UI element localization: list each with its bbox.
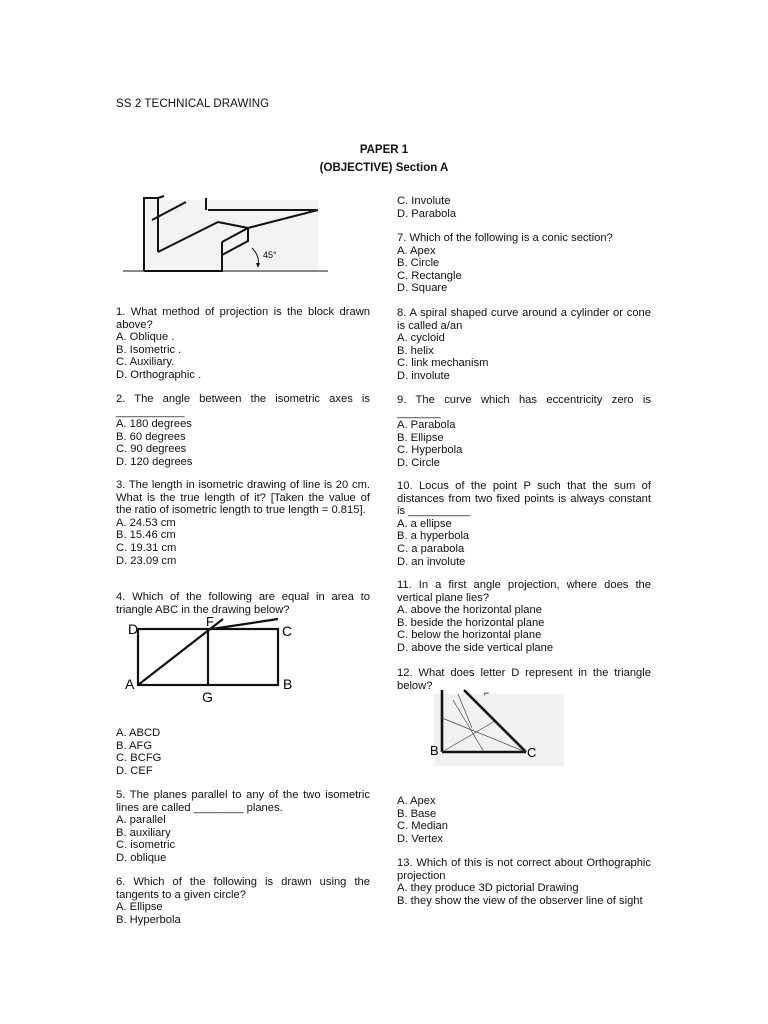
option: B. Isometric .: [116, 343, 182, 356]
option: D. CEF: [116, 764, 153, 777]
option: A. Oblique .: [116, 331, 175, 344]
option: C. 90 degrees: [116, 443, 187, 456]
option: C. Hyperbola: [397, 444, 463, 457]
question-stem: 5. The planes parallel to any of the two isometric lines are called ________ planes.: [116, 789, 370, 814]
option: D. involute: [397, 369, 450, 382]
option: B. they show the view of the observer line of sight: [397, 894, 643, 907]
question-3: [116, 479, 370, 567]
section-title: (OBJECTIVE) Section A: [319, 162, 449, 174]
question-6: [116, 876, 370, 926]
question-stem: 11. In a first angle projection, where does the vertical plane lies?: [397, 579, 651, 604]
option: C. below the horizontal plane: [397, 629, 542, 642]
question-12-stem: [397, 667, 651, 692]
question-11: [397, 579, 651, 655]
question-6-continued: [397, 195, 651, 220]
question-8: [397, 307, 651, 383]
option: A. Apex: [397, 244, 436, 257]
option: C. Involute: [397, 195, 451, 207]
triangle-figure: [398, 690, 568, 770]
option: B. 15.46 cm: [116, 529, 176, 542]
question-4-stem: [116, 591, 370, 616]
question-stem: 10. Locus of the point P such that the sum of distances from two fixed points is always constant is __________: [397, 480, 651, 518]
question-stem: 9. The curve which has eccentricity zero is _______: [397, 394, 651, 419]
figure-shading: [434, 694, 564, 766]
option: A. ABCD: [116, 727, 161, 739]
option: D. Orthographic .: [116, 368, 202, 381]
block-figure: [118, 192, 328, 282]
question-stem: 8. A spiral shaped curve around a cylinder or cone is called a/an: [397, 307, 651, 332]
question-stem: 6. Which of the following is drawn using the tangents to a given circle?: [116, 876, 370, 901]
option: D. above the side vertical plane: [397, 641, 554, 654]
option: A. 180 degrees: [116, 418, 192, 431]
option: A. a ellipse: [397, 517, 452, 530]
option: D. 23.09 cm: [116, 554, 177, 567]
label-a: A: [125, 676, 135, 692]
option: A. Apex: [397, 795, 436, 807]
question-5: [116, 789, 370, 865]
label-b: B: [430, 743, 439, 758]
option: B. 60 degrees: [116, 430, 186, 443]
option: B. a hyperbola: [397, 530, 470, 543]
option: C. Median: [397, 820, 448, 833]
paper-title: PAPER 1: [359, 144, 409, 156]
option: B. auxiliary: [116, 826, 171, 839]
question-1: [116, 306, 370, 382]
question-stem: 13. Which of this is not correct about Orthographic projection: [397, 857, 651, 882]
question-12-options: [397, 795, 651, 845]
question-7: [397, 232, 651, 295]
option: A. 24.53 cm: [116, 516, 176, 529]
question-stem: 2. The angle between the isometric axes is ___________: [116, 393, 370, 418]
option: D. an involute: [397, 555, 466, 568]
option: C. Rectangle: [397, 269, 462, 282]
option: A. above the horizontal plane: [397, 604, 542, 617]
option: B. Base: [397, 807, 437, 820]
option: C. a parabola: [397, 542, 465, 555]
option: D. Circle: [397, 456, 440, 469]
question-10: [397, 480, 651, 568]
label-d: D: [128, 621, 139, 637]
option: C. Auxiliary.: [116, 356, 175, 369]
option: C. 19.31 cm: [116, 541, 177, 554]
label-c: C: [282, 623, 293, 639]
document-header: SS 2 TECHNICAL DRAWING: [116, 98, 270, 110]
question-stem: 3. The length in isometric drawing of line is 20 cm. What is the true length of it? [Taken the value of the ratio of isometric length to true length = 0.815].: [116, 479, 370, 517]
option: B. Circle: [397, 257, 440, 270]
option: D. Vertex: [397, 832, 444, 845]
question-stem: 1. What method of projection is the block drawn above?: [116, 306, 370, 331]
option: B. beside the horizontal plane: [397, 616, 545, 629]
option: A. they produce 3D pictorial Drawing: [397, 882, 579, 895]
question-stem: 12. What does letter D represent in the triangle below?: [397, 667, 651, 692]
label-b: B: [283, 676, 293, 692]
option: D. oblique: [116, 851, 167, 864]
apex-mark: ⌐: [484, 688, 490, 698]
option: A. Ellipse: [116, 901, 163, 914]
rectangle-abcd-figure: [122, 614, 302, 704]
option: B. Ellipse: [397, 431, 444, 444]
option: A. cycloid: [397, 332, 445, 345]
question-stem: 4. Which of the following are equal in area to triangle ABC in the drawing below?: [116, 591, 370, 616]
option: D. 120 degrees: [116, 455, 193, 468]
question-stem: 7. Which of the following is a conic section?: [397, 232, 613, 244]
question-4-options: [116, 727, 370, 777]
label-c: C: [527, 745, 537, 760]
option: C. link mechanism: [397, 357, 489, 370]
option: B. Hyperbola: [116, 913, 181, 926]
question-13: [397, 857, 651, 907]
label-f: F: [206, 614, 214, 629]
angle-label: 45°: [263, 250, 277, 260]
option: A. Parabola: [397, 419, 456, 432]
option: D. Square: [397, 282, 448, 295]
option: C. BCFG: [116, 752, 162, 765]
option: C. isometric: [116, 839, 176, 852]
question-2: [116, 393, 370, 469]
option: A. parallel: [116, 814, 166, 827]
label-g: G: [202, 689, 213, 705]
option: B. helix: [397, 344, 434, 357]
option: D. Parabola: [397, 207, 457, 220]
question-9: [397, 394, 651, 470]
option: B. AFG: [116, 739, 153, 752]
